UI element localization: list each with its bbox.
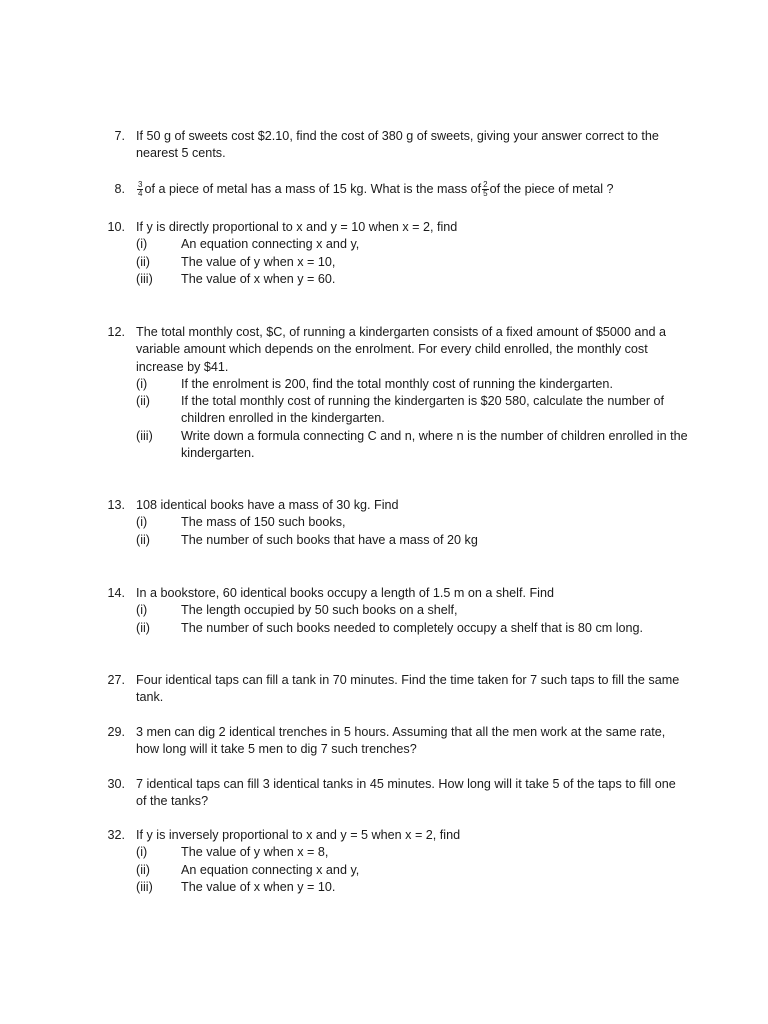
question-text: $\frac{3}{4}$ of a piece of metal has a mass of 15 kg. What is the mass of $\frac{2}{5}$ of the piece of metal ? (138, 180, 614, 199)
sub-question: (i) The length occupied by 50 such books on a shelf, (136, 603, 458, 618)
fraction-two-fifths: $\frac{2}{5}$ (483, 180, 488, 199)
question-number: 32. (107, 828, 125, 842)
question-text: If y is directly proportional to x and y = 10 when x = 2, find (136, 220, 458, 234)
sub-question: (iii) The value of x when y = 60. (136, 271, 336, 286)
sub-question: (ii) The number of such books that have a mass of 20 kg (136, 532, 478, 547)
sub-question: (i) The mass of 150 such books, (136, 515, 346, 530)
question-number: 8. (114, 182, 125, 196)
question-number: 29. (107, 725, 125, 739)
sub-question: (ii) The value of y when x = 10, (136, 254, 336, 269)
sub-question-list (136, 514, 696, 549)
question-number: 7. (114, 129, 125, 143)
question-text: In a bookstore, 60 identical books occupy a length of 1.5 m on a shelf. Find (136, 586, 554, 600)
question-number: 13. (107, 498, 125, 512)
question-number: 10. (107, 220, 125, 234)
question-text: If 50 g of sweets cost $2.10, find the cost of 380 g of sweets, giving your answer correct to the nearest 5 cents. (136, 129, 659, 161)
sub-question-list (136, 602, 696, 637)
fraction-three-quarters: $\frac{3}{4}$ (138, 180, 143, 199)
sub-question-list (136, 236, 696, 288)
question-number: 14. (107, 586, 125, 600)
sub-question: (ii) The number of such books needed to completely occupy a shelf that is 80 cm long. (136, 620, 644, 635)
question-number: 12. (107, 325, 125, 339)
sub-question-list (136, 844, 696, 896)
sub-question: (i) If the enrolment is 200, find the total monthly cost of running the kindergarten. (136, 376, 613, 391)
question-number: 27. (107, 673, 125, 687)
sub-question: (ii) If the total monthly cost of running the kindergarten is $20 580, calculate the number of children enrolled in the kindergarten. (136, 394, 665, 426)
question-text: 3 men can dig 2 identical trenches in 5 hours. Assuming that all the men work at the same rate, how long will it take 5 men to dig 7 such trenches? (136, 725, 666, 757)
sub-question: (ii) An equation connecting x and y, (136, 862, 360, 877)
sub-question: (i) An equation connecting x and y, (136, 237, 360, 252)
sub-question: (iii) The value of x when y = 10. (136, 879, 336, 894)
question-text: 108 identical books have a mass of 30 kg. Find (136, 498, 399, 512)
question-text: If y is inversely proportional to x and y = 5 when x = 2, find (136, 828, 461, 842)
question-number: 30. (107, 777, 125, 791)
question-text: Four identical taps can fill a tank in 70 minutes. Find the time taken for 7 such taps to fill the same tank. (136, 673, 680, 705)
question-text: The total monthly cost, $C, of running a kindergarten consists of a fixed amount of $5000 and a variable amount which depends on the enrolment. For every child enrolled, the monthly cost increase by $41. (136, 325, 666, 374)
sub-question: (iii) Write down a formula connecting C and n, where n is the number of children enrolled in the kindergarten. (136, 428, 688, 461)
question-text: 7 identical taps can fill 3 identical tanks in 45 minutes. How long will it take 5 of the taps to fill one of the tanks? (136, 777, 676, 809)
sub-question: (i) The value of y when x = 8, (136, 845, 329, 860)
sub-question-list (136, 376, 696, 462)
